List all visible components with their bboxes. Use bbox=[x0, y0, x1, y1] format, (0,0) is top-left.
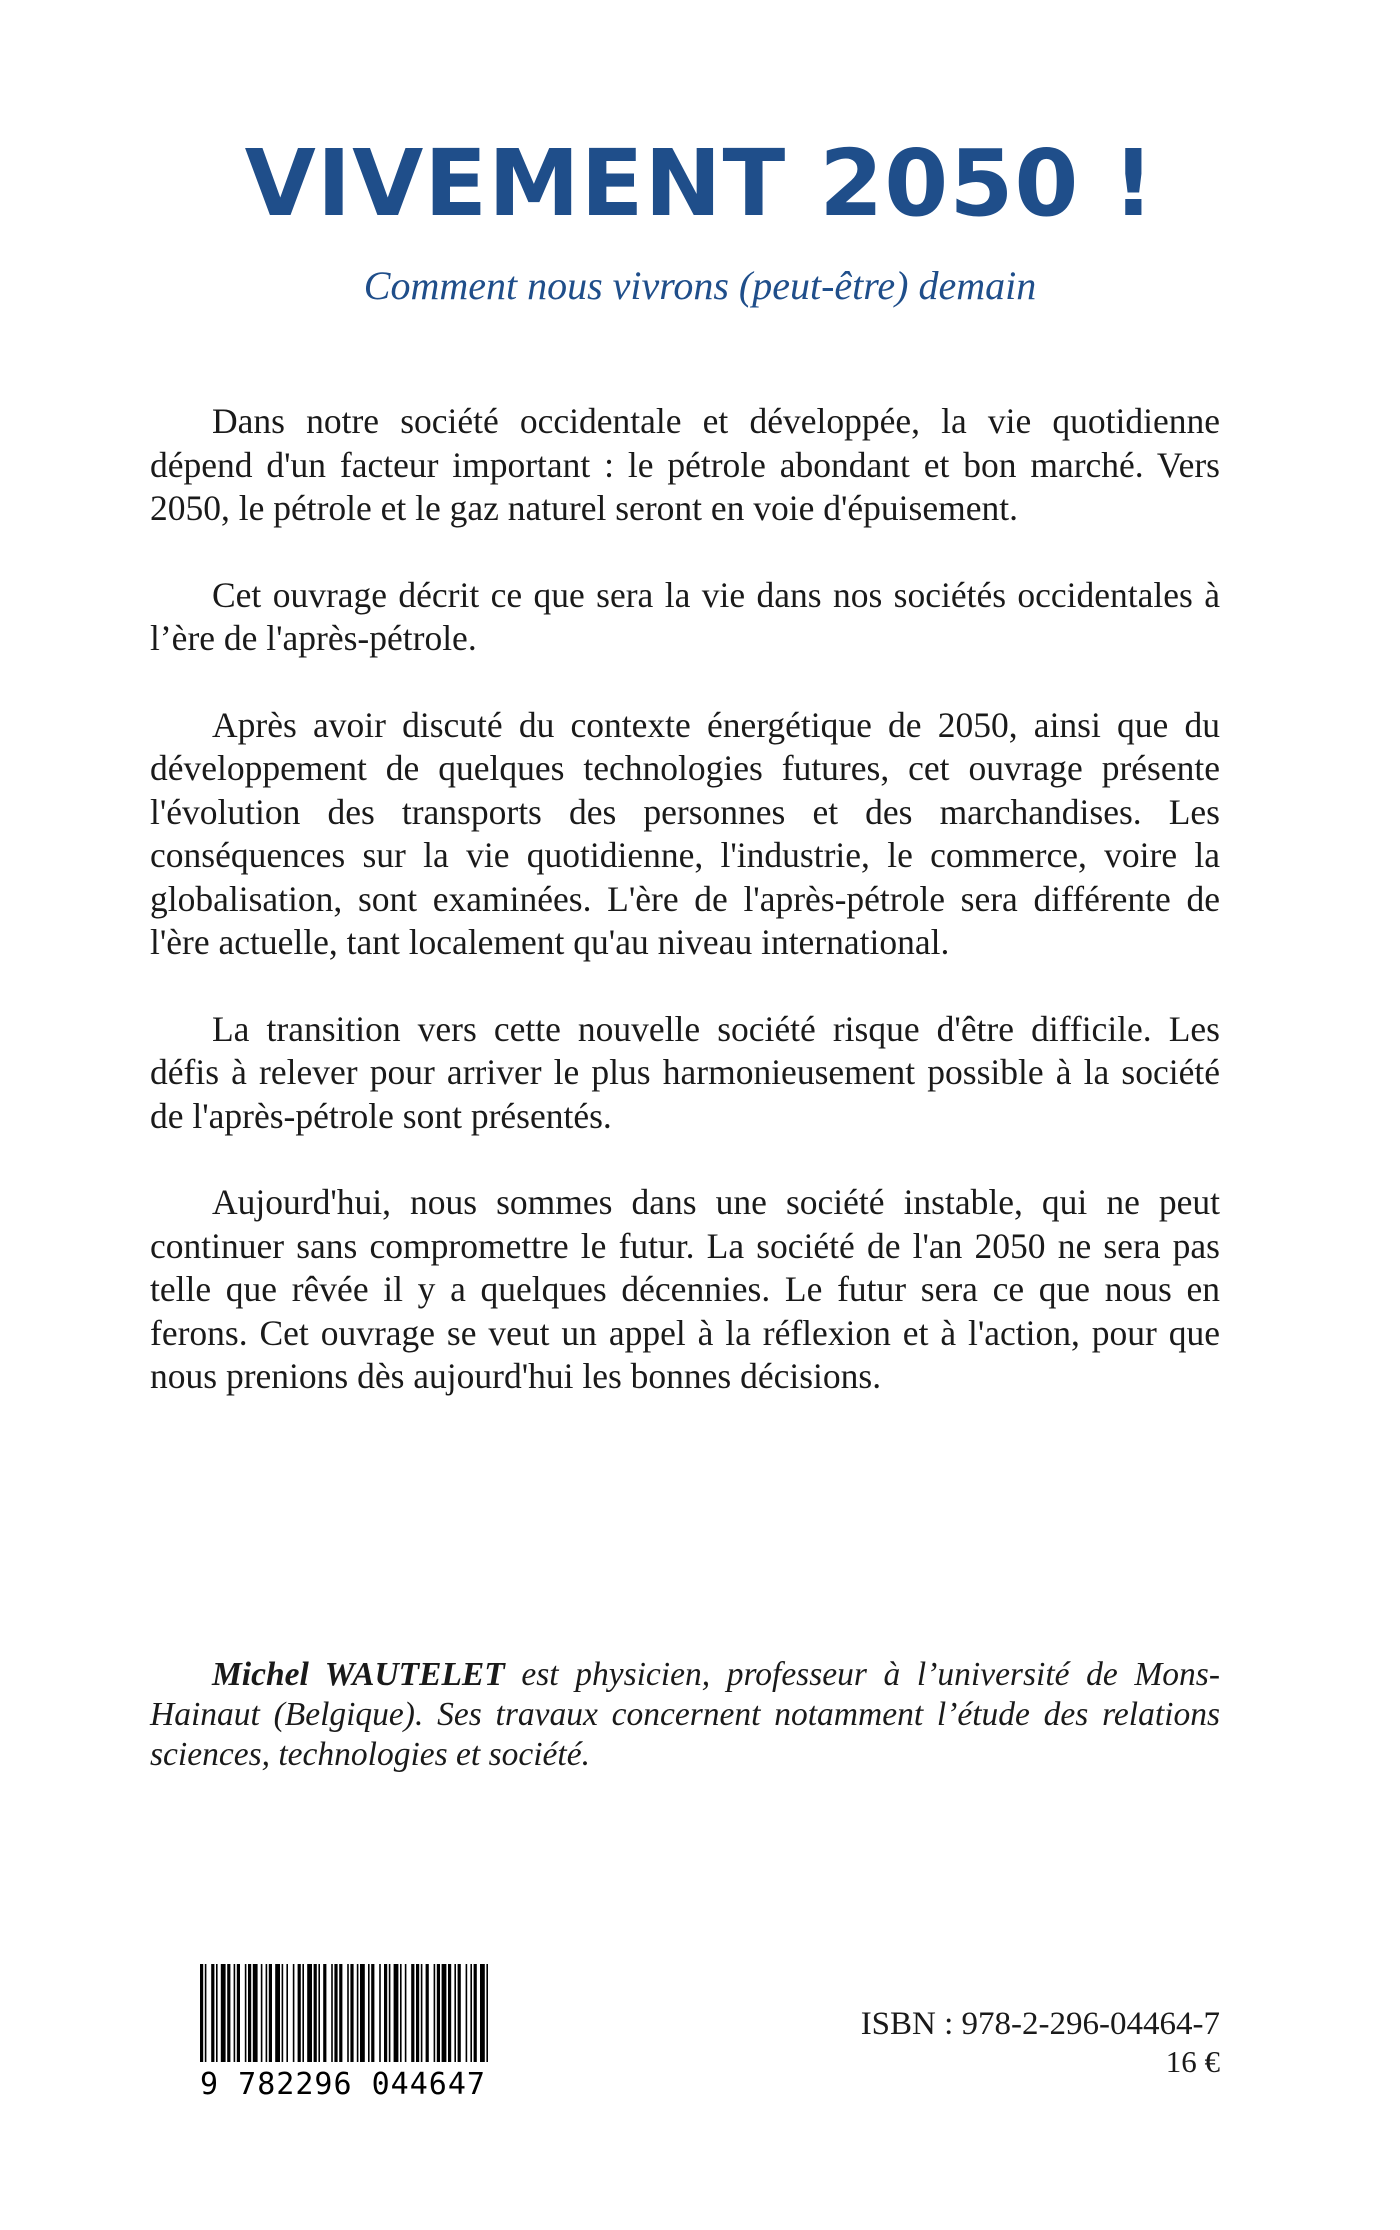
barcode-bar bbox=[216, 1964, 218, 2062]
barcode-bar bbox=[286, 1964, 288, 2062]
barcode-bar bbox=[205, 1964, 207, 2062]
price: 16 € bbox=[1165, 2044, 1220, 2079]
author-bio bbox=[150, 1655, 1220, 1775]
barcode-bar bbox=[282, 1964, 284, 2062]
barcode-bar bbox=[411, 1964, 414, 2062]
author-name: Michel WAUTELET bbox=[212, 1656, 505, 1693]
barcode-bar bbox=[266, 1964, 268, 2062]
barcode-bar bbox=[298, 1964, 301, 2062]
barcode-bar bbox=[234, 1964, 236, 2062]
barcode-bar bbox=[480, 1964, 485, 2062]
barcode-bar bbox=[389, 1964, 391, 2062]
barcode-bars bbox=[200, 1964, 488, 2062]
author-bio-text: est physicien, professeur à l’université de Mons-Hainaut (Belgique). Ses travaux concernent notamment l’étude des relations sciences, technologies et société. bbox=[150, 1656, 1220, 1773]
blurb-paragraph-1: Dans notre société occidentale et développée, la vie quotidienne dépend d'un facteur important : le pétrole abondant et bon marché. Vers 2050, le pétrole et le gaz naturel seront en voie d'épuisement. bbox=[150, 401, 1220, 528]
blurb-paragraph-3: Après avoir discuté du contexte énergétique de 2050, ainsi que du développement de quelques technologies futures, cet ouvrage présente l'évolution des transports des personnes et des marchandises. Les conséquences sur la vie quotidienne, l'industrie, le commerce, voire la globalisation, sont examinées. L'ère de l'après-pétrole sera différente de l'ère actuelle, tant localement qu'au niveau international. bbox=[150, 704, 1220, 962]
barcode-bar bbox=[384, 1964, 387, 2062]
barcode-bar bbox=[368, 1964, 370, 2062]
barcode-bar bbox=[347, 1964, 349, 2062]
barcode-bar bbox=[331, 1964, 333, 2062]
barcode-bar bbox=[334, 1964, 337, 2062]
barcode-bar bbox=[466, 1964, 468, 2062]
barcode-bar bbox=[470, 1964, 472, 2062]
barcode-bar bbox=[357, 1964, 359, 2062]
barcode-bar bbox=[253, 1964, 258, 2062]
blurb-paragraph-5: Aujourd'hui, nous sommes dans une société instable, qui ne peut continuer sans compromettre le futur. La société de l'an 2050 ne sera pas telle que rêvée il y a quelques décennies. Le futur sera ce que nous en ferons. Cet ouvrage se veut un appel à la réflexion et à l'action, pour que nous prenions dès aujourd'hui les bonnes décisions. bbox=[150, 1182, 1220, 1396]
barcode-bar bbox=[454, 1964, 456, 2062]
barcode-bar bbox=[474, 1964, 477, 2062]
barcode-bar bbox=[405, 1964, 407, 2062]
barcode-bar bbox=[371, 1964, 374, 2062]
barcode-bar bbox=[245, 1964, 247, 2062]
barcode-bar bbox=[200, 1964, 203, 2062]
barcode-bar bbox=[248, 1964, 251, 2062]
isbn: ISBN : 978-2-296-04464-7 bbox=[860, 2006, 1220, 2042]
barcode-bar bbox=[416, 1964, 419, 2062]
barcode-bar bbox=[339, 1964, 342, 2062]
barcode-bar bbox=[302, 1964, 304, 2062]
barcode-bar bbox=[314, 1964, 317, 2062]
barcode-bar bbox=[421, 1964, 423, 2062]
barcode-bar bbox=[293, 1964, 295, 2062]
barcode-bar bbox=[211, 1964, 214, 2062]
barcode-bar bbox=[237, 1964, 240, 2062]
barcode-bar bbox=[400, 1964, 402, 2062]
blurb bbox=[150, 400, 1220, 1442]
barcode-bar bbox=[394, 1964, 399, 2062]
barcode-bar bbox=[437, 1964, 440, 2062]
barcode-bar bbox=[275, 1964, 280, 2062]
barcode-bar bbox=[442, 1964, 447, 2062]
blurb-paragraph-2: Cet ouvrage décrit ce que sera la vie dans nos sociétés occidentales à l’ère de l'après-pétrole. bbox=[150, 574, 1220, 658]
barcode-bar bbox=[261, 1964, 263, 2062]
book-subtitle: Comment nous vivrons (peut-être) demain bbox=[363, 263, 1037, 308]
barcode-bar bbox=[307, 1964, 312, 2062]
barcode-bar bbox=[379, 1964, 381, 2062]
barcode-bar bbox=[458, 1964, 461, 2062]
barcode-bar bbox=[448, 1964, 451, 2062]
barcode-bar bbox=[227, 1964, 230, 2062]
barcode-bar bbox=[221, 1964, 226, 2062]
barcode-bar bbox=[323, 1964, 326, 2062]
barcode-bar bbox=[486, 1964, 488, 2062]
barcode-bar bbox=[318, 1964, 320, 2062]
book-title: VIVEMENT 2050 ! bbox=[244, 130, 1156, 237]
barcode-bar bbox=[269, 1964, 272, 2062]
barcode-number: 9 782296 044647 bbox=[200, 2067, 486, 2100]
barcode-bar bbox=[350, 1964, 353, 2062]
barcode-bar bbox=[434, 1964, 436, 2062]
barcode-bar bbox=[426, 1964, 429, 2062]
barcode-bar bbox=[360, 1964, 365, 2062]
blurb-paragraph-4: La transition vers cette nouvelle société risque d'être difficile. Les défis à relever pour arriver le plus harmonieusement possible à la société de l'après-pétrole sont présentés. bbox=[150, 1008, 1220, 1136]
barcode bbox=[178, 1960, 508, 2100]
